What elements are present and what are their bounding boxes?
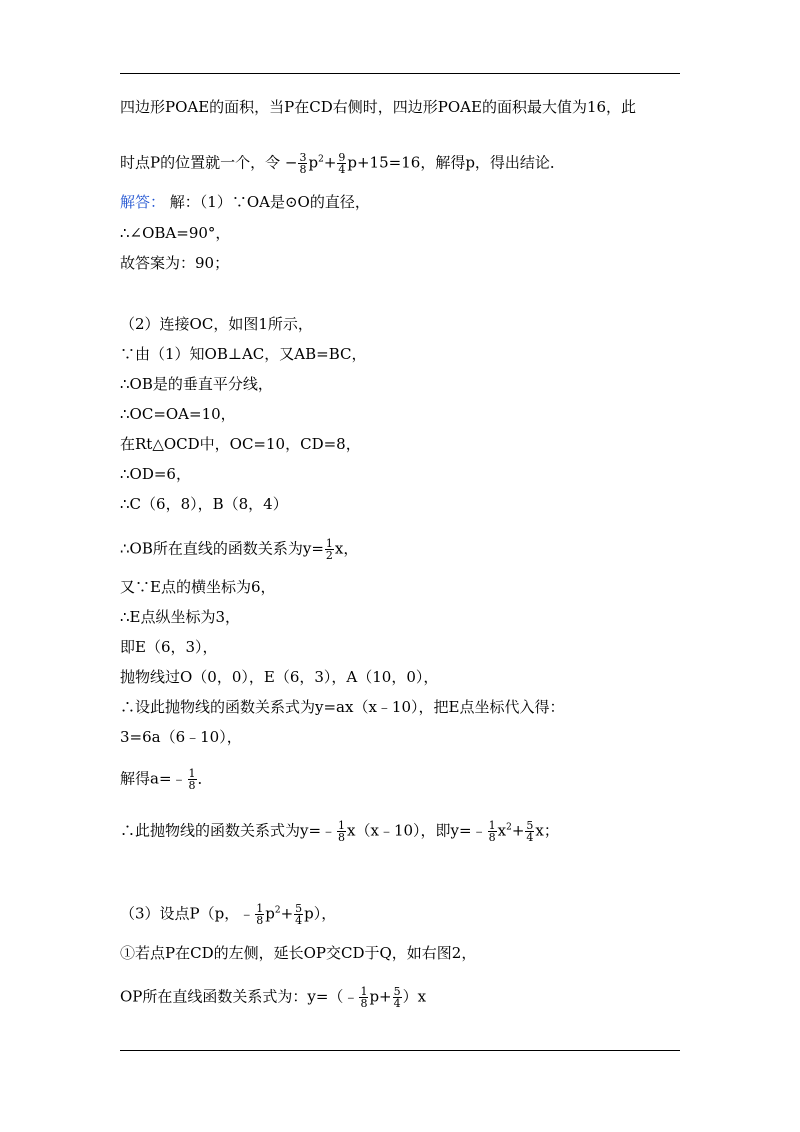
denominator: 8 bbox=[488, 831, 496, 844]
fraction bbox=[325, 538, 334, 561]
text-line-22 bbox=[120, 903, 336, 926]
text-line-3 bbox=[120, 193, 370, 211]
fraction bbox=[255, 903, 264, 926]
denominator: 4 bbox=[526, 831, 534, 844]
text: ∴OD=6， bbox=[120, 465, 191, 483]
denominator: 2 bbox=[325, 549, 333, 562]
numerator: 5 bbox=[526, 819, 534, 832]
text: OP所在直线函数关系式为：y=（﹣ bbox=[120, 987, 359, 1006]
text-line-14 bbox=[120, 578, 276, 596]
text: ∴E点纵坐标为3， bbox=[120, 608, 241, 626]
fraction bbox=[337, 820, 346, 843]
text: ． bbox=[197, 769, 213, 788]
fraction bbox=[294, 903, 303, 926]
text-line-18 bbox=[120, 698, 564, 716]
text-line-13 bbox=[120, 538, 358, 561]
numerator: 1 bbox=[325, 537, 333, 550]
text: x， bbox=[334, 539, 359, 558]
fraction bbox=[393, 986, 402, 1009]
numerator: 5 bbox=[393, 985, 401, 998]
text: + bbox=[323, 153, 337, 172]
text: ∴OC=OA=10， bbox=[120, 405, 236, 423]
text-line-4 bbox=[120, 224, 230, 242]
text-line-1 bbox=[120, 98, 636, 116]
text: （3）设点P（p，﹣ bbox=[120, 904, 255, 923]
denominator: 8 bbox=[188, 779, 196, 792]
fraction bbox=[525, 820, 534, 843]
text: x bbox=[497, 821, 507, 840]
bottom-rule bbox=[120, 1050, 680, 1051]
denominator: 4 bbox=[295, 914, 303, 927]
text: ∴设此抛物线的函数关系式为y=ax（x﹣10），把E点坐标代入得： bbox=[120, 698, 565, 716]
text: p bbox=[308, 153, 319, 172]
fraction bbox=[337, 152, 346, 175]
denominator: 8 bbox=[299, 163, 307, 176]
text-line-6 bbox=[120, 315, 313, 333]
text: 故答案为：90； bbox=[120, 254, 230, 272]
text: p）， bbox=[304, 904, 337, 923]
text: 抛物线过O（0，0），E（6，3），A（10，0）， bbox=[120, 668, 439, 686]
answer-label: 解答： bbox=[120, 193, 166, 211]
text: p+ bbox=[369, 987, 392, 1006]
text: ①若点P在CD的左侧，延长OP交CD于Q，如右图2， bbox=[120, 944, 477, 962]
exponent: 2 bbox=[274, 905, 281, 916]
text: 解：（1）∵OA是⊙O的直径， bbox=[169, 193, 370, 211]
numerator: 5 bbox=[295, 902, 303, 915]
text: ，解得p，得出结论． bbox=[420, 153, 565, 172]
denominator: 4 bbox=[393, 997, 401, 1010]
numerator: 1 bbox=[488, 819, 496, 832]
text: 3=6a（6﹣10）， bbox=[120, 728, 242, 746]
text-line-9 bbox=[120, 405, 236, 423]
numerator: 1 bbox=[256, 902, 264, 915]
text: + bbox=[511, 821, 525, 840]
text-line-17 bbox=[120, 668, 438, 686]
text-line-20 bbox=[120, 768, 213, 791]
numerator: 1 bbox=[360, 985, 368, 998]
text-line-21 bbox=[120, 820, 559, 843]
minus-sign: − bbox=[284, 153, 298, 172]
text-line-5 bbox=[120, 254, 229, 272]
text-line-12 bbox=[120, 495, 288, 513]
text: 时点P的位置就一个，令 bbox=[120, 153, 281, 172]
text: p+15=16 bbox=[347, 153, 421, 172]
fraction bbox=[488, 820, 497, 843]
text: （2）连接OC，如图1所示， bbox=[120, 315, 313, 333]
text: p bbox=[265, 904, 275, 923]
denominator: 4 bbox=[338, 163, 346, 176]
fraction bbox=[359, 986, 368, 1009]
numerator: 9 bbox=[338, 151, 346, 164]
text: ∴∠OBA=90°， bbox=[120, 224, 231, 242]
text-line-2 bbox=[120, 152, 565, 175]
text: ∴C（6，8），B（8，4） bbox=[120, 495, 288, 513]
text-line-23 bbox=[120, 944, 476, 962]
numerator: 1 bbox=[338, 819, 346, 832]
text-line-10 bbox=[120, 435, 361, 453]
text: 即E（6，3）， bbox=[120, 638, 218, 656]
text: ∵由（1）知OB⊥AC，又AB=BC， bbox=[120, 345, 367, 363]
denominator: 8 bbox=[360, 997, 368, 1010]
text-line-11 bbox=[120, 465, 191, 483]
exponent: 2 bbox=[318, 154, 324, 165]
text: ∴OB是的垂直平分线， bbox=[120, 375, 273, 393]
denominator: 8 bbox=[256, 914, 264, 927]
text: ∴此抛物线的函数关系式为y=﹣ bbox=[120, 821, 337, 840]
text-line-7 bbox=[120, 345, 366, 363]
text-line-16 bbox=[120, 638, 218, 656]
fraction bbox=[188, 768, 197, 791]
text: 又∵E点的横坐标为6， bbox=[120, 578, 276, 596]
numerator: 1 bbox=[188, 767, 196, 780]
text: x； bbox=[535, 821, 559, 840]
text-line-15 bbox=[120, 608, 240, 626]
top-rule bbox=[120, 73, 680, 74]
numerator: 3 bbox=[299, 151, 307, 164]
text-line-24 bbox=[120, 986, 426, 1009]
fraction bbox=[298, 152, 307, 175]
text: ）x bbox=[402, 987, 427, 1006]
text-line-19 bbox=[120, 728, 242, 746]
text: + bbox=[280, 904, 294, 923]
text: ∴OB所在直线的函数关系为y= bbox=[120, 539, 324, 558]
text-line-8 bbox=[120, 375, 273, 393]
text: 在Rt△OCD中，OC=10，CD=8， bbox=[120, 435, 361, 453]
text: x（x﹣10），即y=﹣ bbox=[347, 821, 487, 840]
text: 四边形POAE的面积，当P在CD右侧时，四边形POAE的面积最大值为16，此 bbox=[120, 98, 637, 116]
exponent: 2 bbox=[506, 822, 512, 833]
text: 解得a=﹣ bbox=[120, 769, 187, 788]
denominator: 8 bbox=[338, 831, 346, 844]
